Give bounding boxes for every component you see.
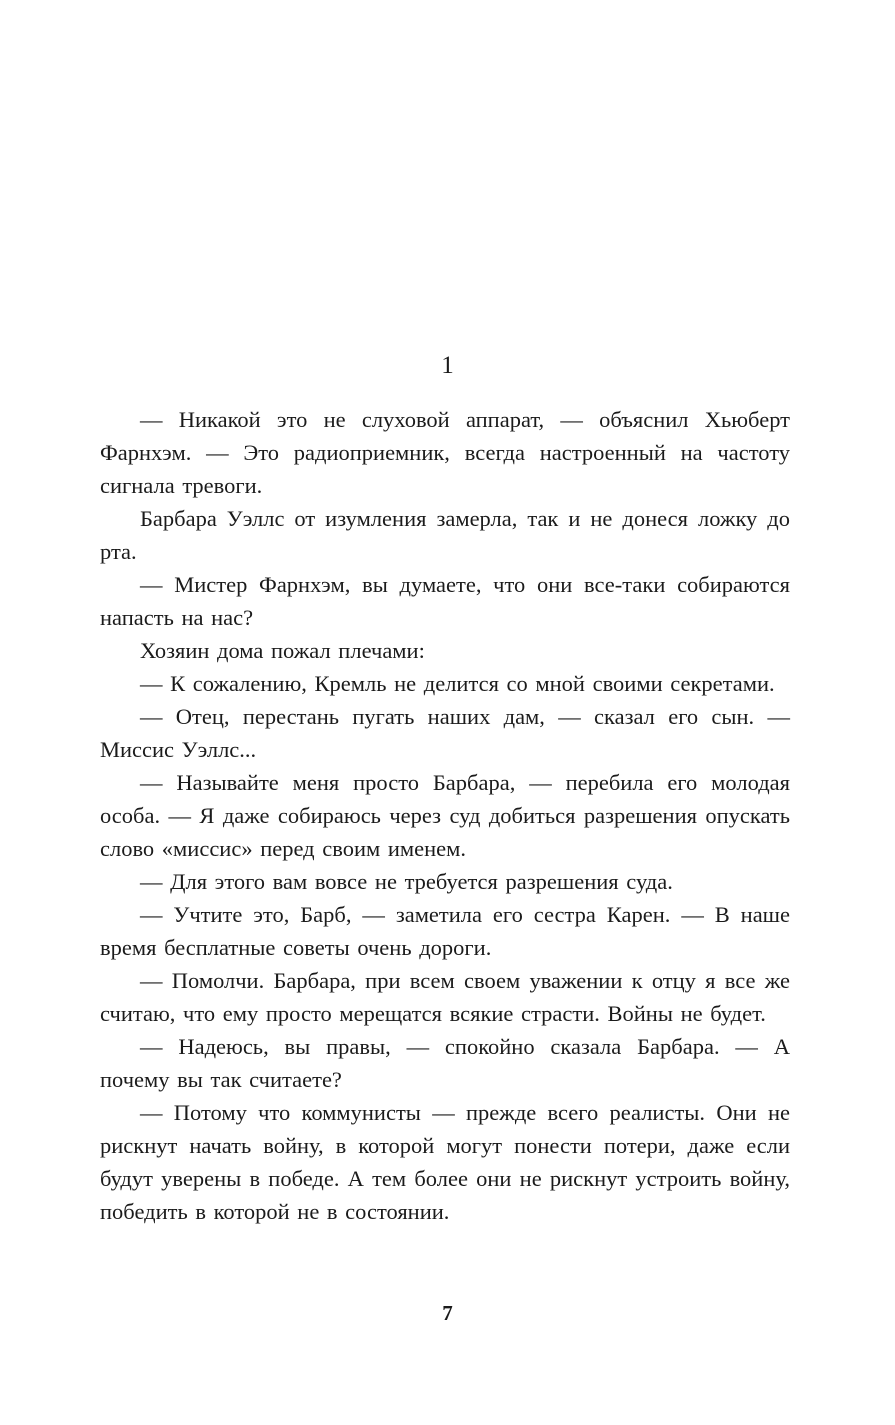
paragraph: — Потому что коммунисты — прежде всего реалисты. Они не рискнут начать войну, в которой могут понести потери, даже если будут уверены в победе. А тем более они не рискнут устроить войну, победить в которой не в состоянии. [100,1100,790,1224]
text-block [100,403,790,1228]
paragraph: — Для этого вам вовсе не требуется разрешения суда. [140,869,673,894]
chapter-number: 1 [441,352,454,379]
paragraph: — Называйте меня просто Барбара, — перебила его молодая особа. — Я даже собираюсь через суд добиться разрешения опускать слово «миссис» перед своим именем. [100,770,790,861]
paragraph: Хозяин дома пожал плечами: [140,638,425,663]
paragraph: — Мистер Фарнхэм, вы думаете, что они все-таки собираются напасть на нас? [100,572,790,630]
paragraph: — К сожалению, Кремль не делится со мной своими секретами. [140,671,775,696]
paragraph: — Никакой это не слуховой аппарат, — объяснил Хьюберт Фарнхэм. — Это радиоприемник, всегда настроенный на частоту сигнала тревоги. [100,407,790,498]
paragraph: Барбара Уэллс от изумления замерла, так и не донеся ложку до рта. [100,506,790,564]
page-number: 7 [442,1301,453,1325]
paragraph: — Отец, перестань пугать наших дам, — сказал его сын. — Миссис Уэллс... [100,704,790,762]
paragraph: — Надеюсь, вы правы, — спокойно сказала Барбара. — А почему вы так считаете? [100,1034,790,1092]
paragraph: — Учтите это, Барб, — заметила его сестра Карен. — В наше время бесплатные советы очень дороги. [100,902,790,960]
paragraph: — Помолчи. Барбара, при всем своем уважении к отцу я все же считаю, что ему просто мерещатся всякие страсти. Войны не будет. [100,968,790,1026]
